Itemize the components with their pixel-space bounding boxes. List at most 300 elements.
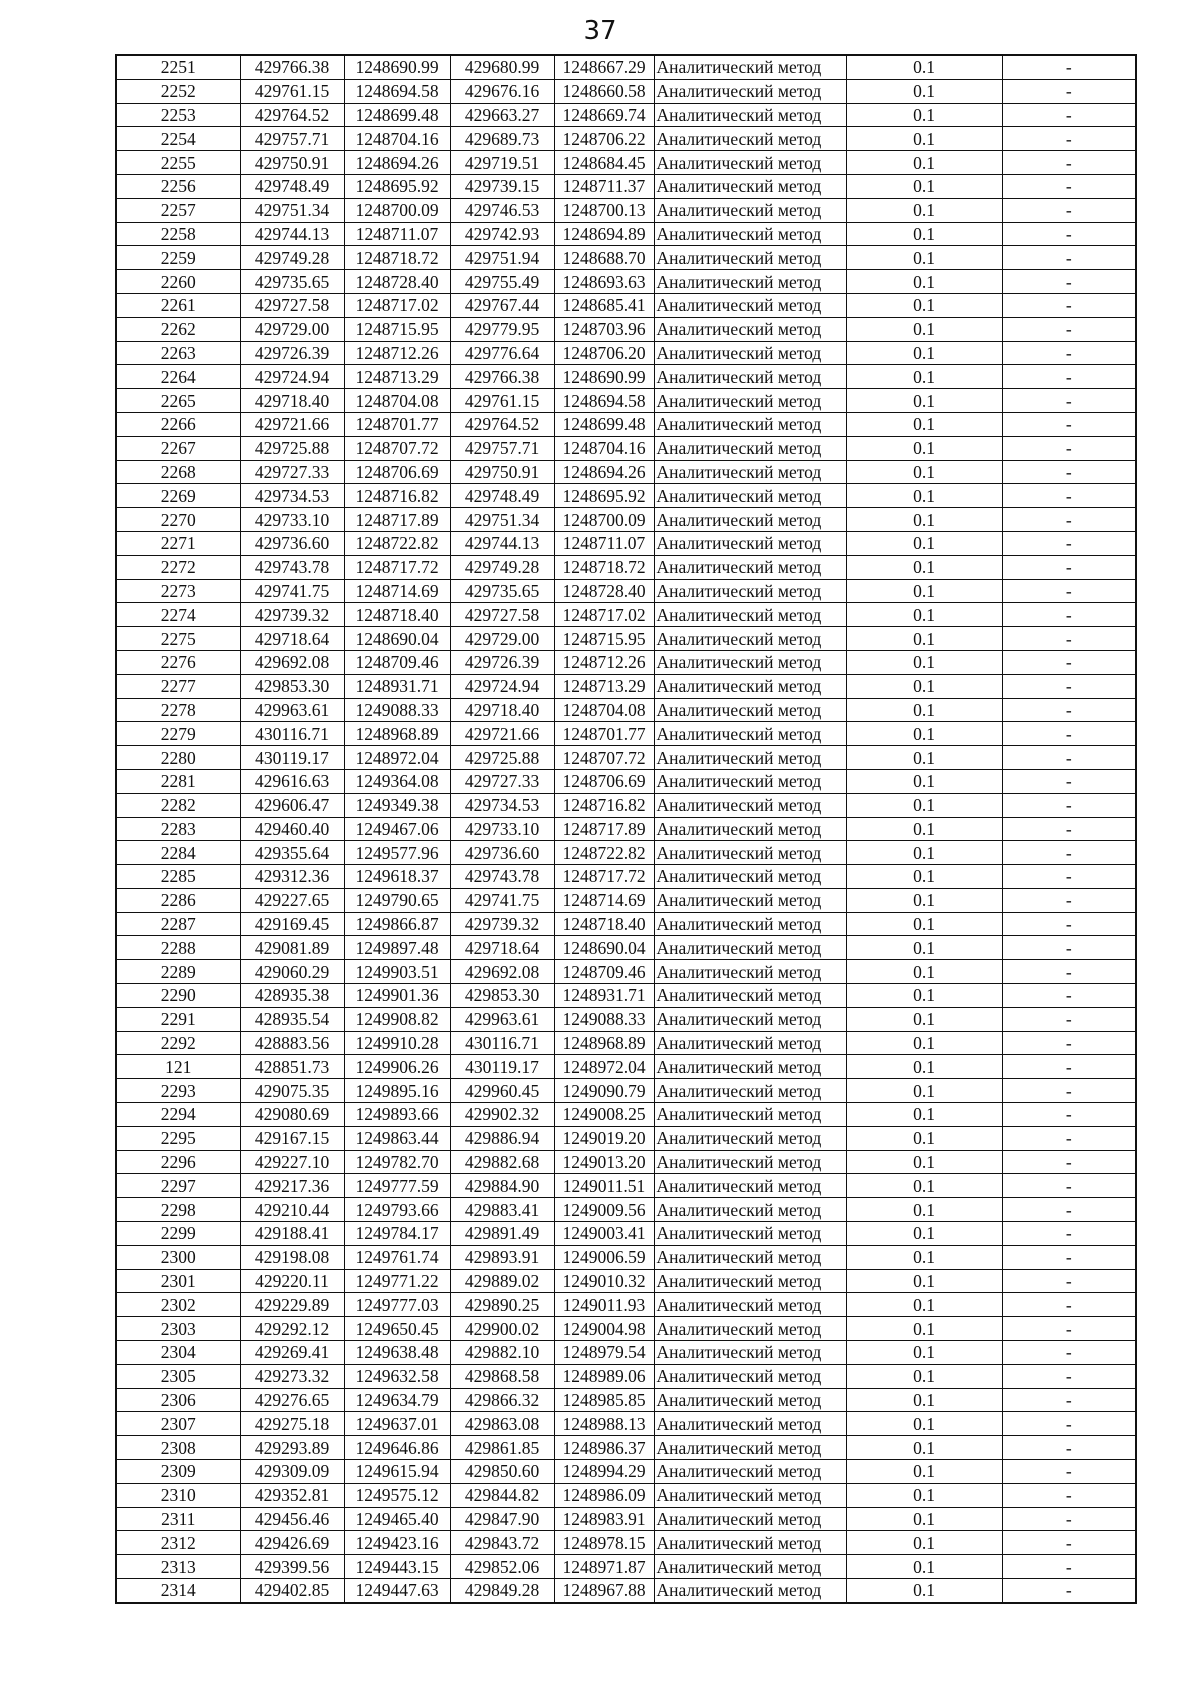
y2-coordinate-cell: 1248728.40 [554,579,654,603]
x-coordinate-cell: 429188.41 [240,1222,344,1246]
x2-coordinate-cell: 429767.44 [450,293,554,317]
point-number-cell: 2297 [116,1174,240,1198]
method-cell: Аналитический метод [654,1531,846,1555]
method-cell: Аналитический метод [654,1483,846,1507]
point-number-cell: 2282 [116,793,240,817]
table-row [116,246,1136,270]
x2-coordinate-cell: 429849.28 [450,1579,554,1603]
point-number-cell: 2301 [116,1269,240,1293]
y-coordinate-cell: 1248718.40 [344,603,450,627]
point-number-cell: 2300 [116,1245,240,1269]
table-row [116,650,1136,674]
y2-coordinate-cell: 1248717.02 [554,603,654,627]
note-cell: - [1002,79,1136,103]
method-cell: Аналитический метод [654,1079,846,1103]
y2-coordinate-cell: 1248712.26 [554,650,654,674]
y-coordinate-cell: 1249866.87 [344,912,450,936]
method-cell: Аналитический метод [654,1198,846,1222]
point-number-cell: 2299 [116,1222,240,1246]
table-row [116,151,1136,175]
method-cell: Аналитический метод [654,603,846,627]
point-number-cell: 2262 [116,317,240,341]
x2-coordinate-cell: 429726.39 [450,650,554,674]
note-cell: - [1002,1460,1136,1484]
x-coordinate-cell: 429227.65 [240,888,344,912]
table-row [116,865,1136,889]
y2-coordinate-cell: 1248988.13 [554,1412,654,1436]
x-coordinate-cell: 429460.40 [240,817,344,841]
y2-coordinate-cell: 1248684.45 [554,151,654,175]
x-coordinate-cell: 429616.63 [240,769,344,793]
x-coordinate-cell: 429750.91 [240,151,344,175]
note-cell: - [1002,1507,1136,1531]
method-cell: Аналитический метод [654,317,846,341]
accuracy-cell: 0.1 [846,484,1002,508]
accuracy-cell: 0.1 [846,1269,1002,1293]
point-number-cell: 2263 [116,341,240,365]
point-number-cell: 2303 [116,1317,240,1341]
x2-coordinate-cell: 429755.49 [450,270,554,294]
note-cell: - [1002,222,1136,246]
accuracy-cell: 0.1 [846,293,1002,317]
method-cell: Аналитический метод [654,1031,846,1055]
point-number-cell: 2270 [116,508,240,532]
x2-coordinate-cell: 429766.38 [450,365,554,389]
table-row [116,1079,1136,1103]
y-coordinate-cell: 1248700.09 [344,198,450,222]
table-row [116,1579,1136,1603]
y-coordinate-cell: 1249615.94 [344,1460,450,1484]
note-cell: - [1002,1031,1136,1055]
x-coordinate-cell: 429743.78 [240,555,344,579]
x-coordinate-cell: 429355.64 [240,841,344,865]
point-number-cell: 2305 [116,1364,240,1388]
method-cell: Аналитический метод [654,769,846,793]
table-row [116,1555,1136,1579]
y-coordinate-cell: 1249443.15 [344,1555,450,1579]
method-cell: Аналитический метод [654,1055,846,1079]
table-row [116,222,1136,246]
x-coordinate-cell: 429426.69 [240,1531,344,1555]
point-number-cell: 2259 [116,246,240,270]
x-coordinate-cell: 430119.17 [240,746,344,770]
y2-coordinate-cell: 1248711.37 [554,174,654,198]
x-coordinate-cell: 429718.64 [240,627,344,651]
accuracy-cell: 0.1 [846,341,1002,365]
accuracy-cell: 0.1 [846,793,1002,817]
x-coordinate-cell: 429748.49 [240,174,344,198]
y-coordinate-cell: 1248690.04 [344,627,450,651]
method-cell: Аналитический метод [654,293,846,317]
y2-coordinate-cell: 1249004.98 [554,1317,654,1341]
method-cell: Аналитический метод [654,1436,846,1460]
y2-coordinate-cell: 1248989.06 [554,1364,654,1388]
x-coordinate-cell: 429735.65 [240,270,344,294]
x2-coordinate-cell: 429749.28 [450,555,554,579]
x2-coordinate-cell: 429721.66 [450,722,554,746]
x-coordinate-cell: 428883.56 [240,1031,344,1055]
y2-coordinate-cell: 1248718.40 [554,912,654,936]
table-row [116,1269,1136,1293]
note-cell: - [1002,1150,1136,1174]
note-cell: - [1002,746,1136,770]
accuracy-cell: 0.1 [846,198,1002,222]
accuracy-cell: 0.1 [846,151,1002,175]
y-coordinate-cell: 1249467.06 [344,817,450,841]
y-coordinate-cell: 1249906.26 [344,1055,450,1079]
x2-coordinate-cell: 429891.49 [450,1222,554,1246]
y-coordinate-cell: 1248972.04 [344,746,450,770]
accuracy-cell: 0.1 [846,841,1002,865]
note-cell: - [1002,888,1136,912]
accuracy-cell: 0.1 [846,555,1002,579]
x2-coordinate-cell: 429727.58 [450,603,554,627]
accuracy-cell: 0.1 [846,246,1002,270]
table-row [116,674,1136,698]
table-row [116,1483,1136,1507]
note-cell: - [1002,508,1136,532]
y2-coordinate-cell: 1248707.72 [554,746,654,770]
y2-coordinate-cell: 1248714.69 [554,888,654,912]
accuracy-cell: 0.1 [846,460,1002,484]
method-cell: Аналитический метод [654,555,846,579]
point-number-cell: 2268 [116,460,240,484]
y2-coordinate-cell: 1248699.48 [554,412,654,436]
x-coordinate-cell: 429757.71 [240,127,344,151]
accuracy-cell: 0.1 [846,698,1002,722]
accuracy-cell: 0.1 [846,1103,1002,1127]
point-number-cell: 2271 [116,531,240,555]
note-cell: - [1002,650,1136,674]
y2-coordinate-cell: 1248667.29 [554,55,654,79]
y2-coordinate-cell: 1248701.77 [554,722,654,746]
method-cell: Аналитический метод [654,1507,846,1531]
y-coordinate-cell: 1248717.02 [344,293,450,317]
method-cell: Аналитический метод [654,1388,846,1412]
x2-coordinate-cell: 429868.58 [450,1364,554,1388]
y2-coordinate-cell: 1248986.09 [554,1483,654,1507]
method-cell: Аналитический метод [654,888,846,912]
accuracy-cell: 0.1 [846,1031,1002,1055]
y2-coordinate-cell: 1249013.20 [554,1150,654,1174]
accuracy-cell: 0.1 [846,1341,1002,1365]
x2-coordinate-cell: 430116.71 [450,1031,554,1055]
x-coordinate-cell: 429727.33 [240,460,344,484]
x-coordinate-cell: 429751.34 [240,198,344,222]
x-coordinate-cell: 429217.36 [240,1174,344,1198]
table-row [116,55,1136,79]
accuracy-cell: 0.1 [846,1055,1002,1079]
accuracy-cell: 0.1 [846,1245,1002,1269]
accuracy-cell: 0.1 [846,1483,1002,1507]
x2-coordinate-cell: 429751.34 [450,508,554,532]
y-coordinate-cell: 1249908.82 [344,1007,450,1031]
x2-coordinate-cell: 429900.02 [450,1317,554,1341]
point-number-cell: 2264 [116,365,240,389]
y-coordinate-cell: 1249638.48 [344,1341,450,1365]
table-row [116,436,1136,460]
method-cell: Аналитический метод [654,436,846,460]
table-row [116,341,1136,365]
method-cell: Аналитический метод [654,1222,846,1246]
y-coordinate-cell: 1249088.33 [344,698,450,722]
accuracy-cell: 0.1 [846,1150,1002,1174]
y2-coordinate-cell: 1249003.41 [554,1222,654,1246]
point-number-cell: 2302 [116,1293,240,1317]
method-cell: Аналитический метод [654,627,846,651]
point-number-cell: 2308 [116,1436,240,1460]
x2-coordinate-cell: 429729.00 [450,627,554,651]
y-coordinate-cell: 1248699.48 [344,103,450,127]
table-row [116,912,1136,936]
note-cell: - [1002,722,1136,746]
point-number-cell: 2295 [116,1126,240,1150]
x-coordinate-cell: 429075.35 [240,1079,344,1103]
accuracy-cell: 0.1 [846,1388,1002,1412]
method-cell: Аналитический метод [654,1269,846,1293]
accuracy-cell: 0.1 [846,674,1002,698]
table-body [116,55,1136,1603]
note-cell: - [1002,1341,1136,1365]
table-row [116,293,1136,317]
note-cell: - [1002,1103,1136,1127]
note-cell: - [1002,1245,1136,1269]
y-coordinate-cell: 1249465.40 [344,1507,450,1531]
table-row [116,603,1136,627]
note-cell: - [1002,1055,1136,1079]
y-coordinate-cell: 1249901.36 [344,984,450,1008]
table-row [116,1364,1136,1388]
accuracy-cell: 0.1 [846,365,1002,389]
table-row [116,79,1136,103]
note-cell: - [1002,674,1136,698]
point-number-cell: 2253 [116,103,240,127]
table-row [116,127,1136,151]
x2-coordinate-cell: 429893.91 [450,1245,554,1269]
point-number-cell: 2269 [116,484,240,508]
method-cell: Аналитический метод [654,1555,846,1579]
x2-coordinate-cell: 429733.10 [450,817,554,841]
x2-coordinate-cell: 429744.13 [450,531,554,555]
point-number-cell: 2283 [116,817,240,841]
y-coordinate-cell: 1249903.51 [344,960,450,984]
table-row [116,1174,1136,1198]
x2-coordinate-cell: 429761.15 [450,389,554,413]
note-cell: - [1002,127,1136,151]
method-cell: Аналитический метод [654,1007,846,1031]
note-cell: - [1002,1007,1136,1031]
table-row [116,888,1136,912]
point-number-cell: 2273 [116,579,240,603]
table-row [116,1245,1136,1269]
method-cell: Аналитический метод [654,341,846,365]
y2-coordinate-cell: 1248706.20 [554,341,654,365]
method-cell: Аналитический метод [654,151,846,175]
y2-coordinate-cell: 1248722.82 [554,841,654,865]
y2-coordinate-cell: 1248985.85 [554,1388,654,1412]
method-cell: Аналитический метод [654,1460,846,1484]
x2-coordinate-cell: 429883.41 [450,1198,554,1222]
y-coordinate-cell: 1248690.99 [344,55,450,79]
x-coordinate-cell: 429402.85 [240,1579,344,1603]
x-coordinate-cell: 429169.45 [240,912,344,936]
note-cell: - [1002,841,1136,865]
y2-coordinate-cell: 1249011.93 [554,1293,654,1317]
y-coordinate-cell: 1249577.96 [344,841,450,865]
x2-coordinate-cell: 429882.68 [450,1150,554,1174]
y-coordinate-cell: 1249423.16 [344,1531,450,1555]
x-coordinate-cell: 429060.29 [240,960,344,984]
table-row [116,508,1136,532]
method-cell: Аналитический метод [654,579,846,603]
x-coordinate-cell: 429227.10 [240,1150,344,1174]
x-coordinate-cell: 428935.54 [240,1007,344,1031]
x-coordinate-cell: 429741.75 [240,579,344,603]
note-cell: - [1002,460,1136,484]
y-coordinate-cell: 1248714.69 [344,579,450,603]
point-number-cell: 2258 [116,222,240,246]
y-coordinate-cell: 1248709.46 [344,650,450,674]
note-cell: - [1002,1531,1136,1555]
table-row [116,1317,1136,1341]
accuracy-cell: 0.1 [846,1555,1002,1579]
y2-coordinate-cell: 1248709.46 [554,960,654,984]
y-coordinate-cell: 1248718.72 [344,246,450,270]
y-coordinate-cell: 1249893.66 [344,1103,450,1127]
table-row [116,1198,1136,1222]
x2-coordinate-cell: 429850.60 [450,1460,554,1484]
accuracy-cell: 0.1 [846,746,1002,770]
x2-coordinate-cell: 429960.45 [450,1079,554,1103]
table-row [116,555,1136,579]
accuracy-cell: 0.1 [846,1507,1002,1531]
accuracy-cell: 0.1 [846,865,1002,889]
table-row [116,484,1136,508]
note-cell: - [1002,151,1136,175]
table-row [116,365,1136,389]
x2-coordinate-cell: 429718.40 [450,698,554,722]
method-cell: Аналитический метод [654,412,846,436]
method-cell: Аналитический метод [654,1364,846,1388]
table-row [116,793,1136,817]
accuracy-cell: 0.1 [846,627,1002,651]
y-coordinate-cell: 1249447.63 [344,1579,450,1603]
note-cell: - [1002,1079,1136,1103]
x2-coordinate-cell: 429748.49 [450,484,554,508]
x-coordinate-cell: 429725.88 [240,436,344,460]
table-row [116,817,1136,841]
note-cell: - [1002,1126,1136,1150]
accuracy-cell: 0.1 [846,912,1002,936]
note-cell: - [1002,1198,1136,1222]
table-row [116,174,1136,198]
x2-coordinate-cell: 429843.72 [450,1531,554,1555]
table-row [116,460,1136,484]
x-coordinate-cell: 429853.30 [240,674,344,698]
x-coordinate-cell: 429080.69 [240,1103,344,1127]
accuracy-cell: 0.1 [846,1412,1002,1436]
accuracy-cell: 0.1 [846,270,1002,294]
accuracy-cell: 0.1 [846,1579,1002,1603]
table-row [116,1507,1136,1531]
accuracy-cell: 0.1 [846,508,1002,532]
point-number-cell: 2274 [116,603,240,627]
x-coordinate-cell: 429456.46 [240,1507,344,1531]
x2-coordinate-cell: 429886.94 [450,1126,554,1150]
y-coordinate-cell: 1248712.26 [344,341,450,365]
y-coordinate-cell: 1248694.26 [344,151,450,175]
accuracy-cell: 0.1 [846,1293,1002,1317]
note-cell: - [1002,1555,1136,1579]
method-cell: Аналитический метод [654,365,846,389]
note-cell: - [1002,555,1136,579]
y-coordinate-cell: 1248706.69 [344,460,450,484]
point-number-cell: 2261 [116,293,240,317]
y-coordinate-cell: 1248717.72 [344,555,450,579]
table-row [116,1126,1136,1150]
page-number: 37 [583,16,617,46]
accuracy-cell: 0.1 [846,1174,1002,1198]
method-cell: Аналитический метод [654,746,846,770]
table-row [116,103,1136,127]
note-cell: - [1002,317,1136,341]
note-cell: - [1002,769,1136,793]
x2-coordinate-cell: 429750.91 [450,460,554,484]
note-cell: - [1002,1293,1136,1317]
note-cell: - [1002,198,1136,222]
accuracy-cell: 0.1 [846,1007,1002,1031]
point-number-cell: 2298 [116,1198,240,1222]
y-coordinate-cell: 1249618.37 [344,865,450,889]
accuracy-cell: 0.1 [846,389,1002,413]
method-cell: Аналитический метод [654,722,846,746]
method-cell: Аналитический метод [654,1126,846,1150]
accuracy-cell: 0.1 [846,1531,1002,1555]
x2-coordinate-cell: 429741.75 [450,888,554,912]
y-coordinate-cell: 1248707.72 [344,436,450,460]
method-cell: Аналитический метод [654,531,846,555]
x-coordinate-cell: 429198.08 [240,1245,344,1269]
y-coordinate-cell: 1248704.08 [344,389,450,413]
x-coordinate-cell: 429312.36 [240,865,344,889]
y-coordinate-cell: 1249632.58 [344,1364,450,1388]
y2-coordinate-cell: 1248688.70 [554,246,654,270]
y-coordinate-cell: 1249575.12 [344,1483,450,1507]
x-coordinate-cell: 429718.40 [240,389,344,413]
y2-coordinate-cell: 1248700.13 [554,198,654,222]
method-cell: Аналитический метод [654,484,846,508]
x-coordinate-cell: 429273.32 [240,1364,344,1388]
table-row [116,1103,1136,1127]
y-coordinate-cell: 1249897.48 [344,936,450,960]
x2-coordinate-cell: 429779.95 [450,317,554,341]
accuracy-cell: 0.1 [846,1317,1002,1341]
accuracy-cell: 0.1 [846,888,1002,912]
note-cell: - [1002,1317,1136,1341]
accuracy-cell: 0.1 [846,960,1002,984]
accuracy-cell: 0.1 [846,650,1002,674]
method-cell: Аналитический метод [654,246,846,270]
table-row [116,722,1136,746]
method-cell: Аналитический метод [654,270,846,294]
accuracy-cell: 0.1 [846,817,1002,841]
point-number-cell: 2306 [116,1388,240,1412]
point-number-cell: 2291 [116,1007,240,1031]
point-number-cell: 2280 [116,746,240,770]
x-coordinate-cell: 429736.60 [240,531,344,555]
method-cell: Аналитический метод [654,936,846,960]
point-number-cell: 2256 [116,174,240,198]
